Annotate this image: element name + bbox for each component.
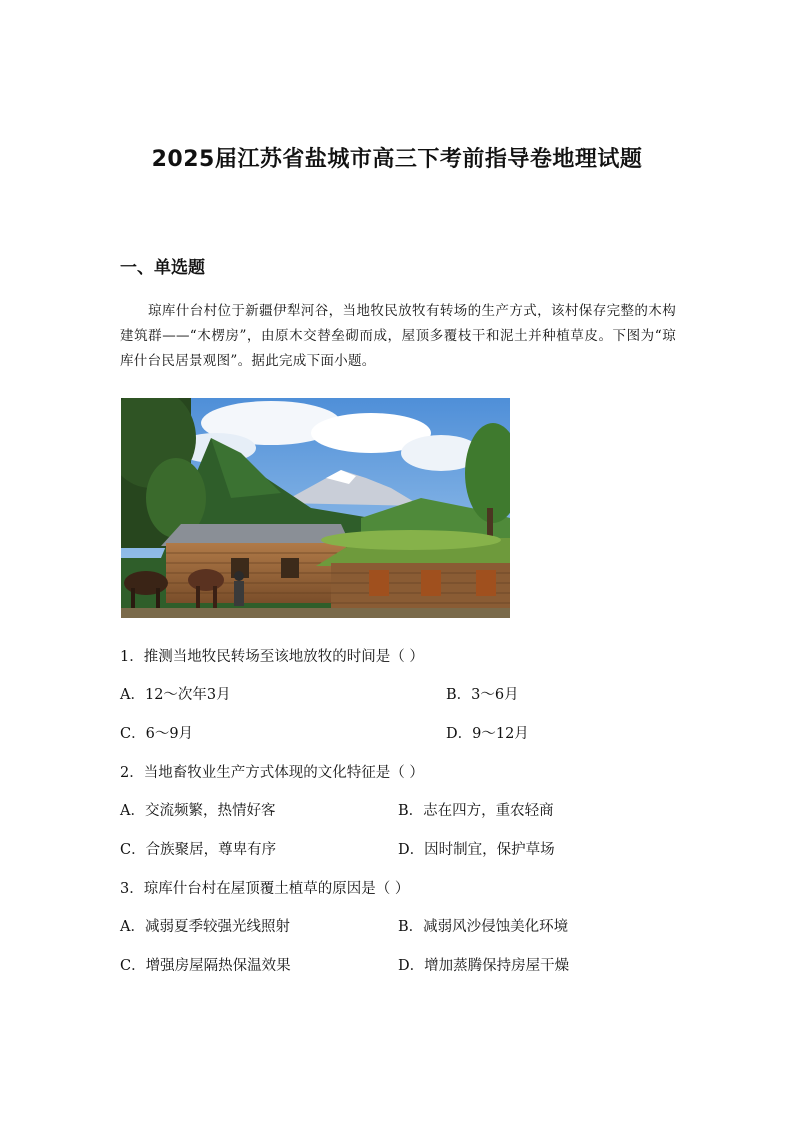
question-2-stem: 2．当地畜牧业生产方式体现的文化特征是（ ）	[120, 765, 424, 781]
question-1-option-c[interactable]: C．6～9月	[120, 726, 194, 742]
question-1-option-b[interactable]: B．3～6月	[446, 687, 519, 703]
question-2-option-d[interactable]: D．因时制宜，保护草场	[398, 842, 555, 858]
question-1-option-d[interactable]: D．9～12月	[446, 726, 529, 742]
question-3-stem: 3．琼库什台村在屋顶覆土植草的原因是（ ）	[120, 881, 410, 897]
question-2-option-b[interactable]: B．志在四方，重农轻商	[398, 803, 554, 819]
question-3-option-a[interactable]: A．减弱夏季较强光线照射	[120, 919, 290, 935]
question-3-option-c[interactable]: C．增强房屋隔热保温效果	[120, 958, 291, 974]
question-1-option-a[interactable]: A．12～次年3月	[120, 687, 231, 703]
section-heading: 一、单选题	[120, 258, 205, 278]
landscape-illustration	[121, 398, 510, 618]
question-2-option-a[interactable]: A．交流频繁，热情好客	[120, 803, 276, 819]
question-1-stem: 1．推测当地牧民转场至该地放牧的时间是（ ）	[120, 649, 424, 665]
question-3-option-d[interactable]: D．增加蒸腾保持房屋干燥	[398, 958, 570, 974]
question-3-option-b[interactable]: B．减弱风沙侵蚀美化环境	[398, 919, 569, 935]
page-title: 2025届江苏省盐城市高三下考前指导卷地理试题	[151, 147, 643, 172]
question-2-option-c[interactable]: C．合族聚居，尊卑有序	[120, 842, 277, 858]
village-landscape-photo	[121, 398, 510, 618]
reading-passage: 琼库什台村位于新疆伊犁河谷，当地牧民放牧有转场的生产方式，该村保存完整的木构建筑群——“木楞房”，由原木交替垒砌而成，屋顶多覆枝干和泥土并种植草皮。下图为“琼库什台民居景观图”。据此完成下面小题。	[120, 303, 676, 369]
